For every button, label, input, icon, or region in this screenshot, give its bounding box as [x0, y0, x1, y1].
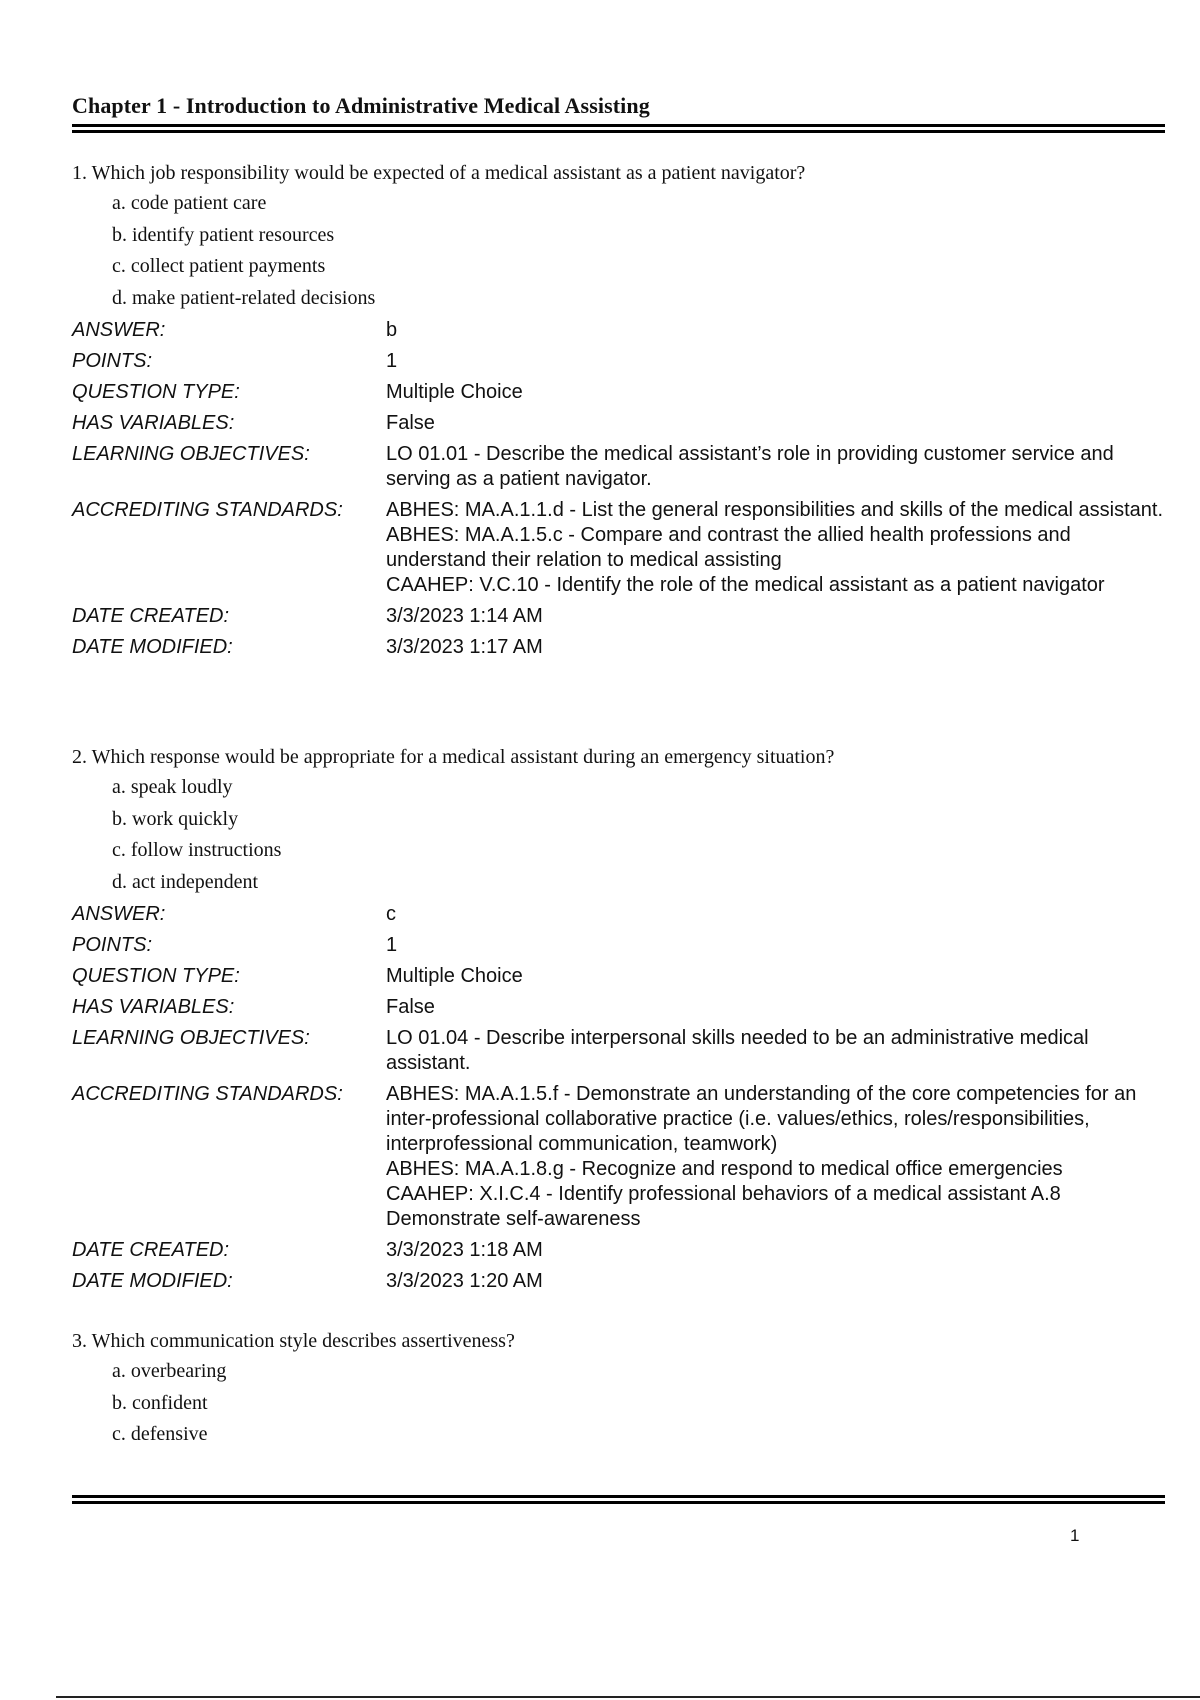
answer-value: c — [386, 903, 396, 925]
accrediting-standards-value — [386, 496, 1165, 602]
has-variables-label: HAS VARIABLES: — [72, 996, 235, 1018]
answer-label: ANSWER: — [72, 319, 166, 341]
answer-value: b — [386, 319, 398, 341]
accrediting-standard: ABHES: MA.A.1.5.f - Demonstrate an understanding of the core competencies for an inter-professional collaborative practice (i.e. values/ethics, roles/responsibilities, interprofessional communication, teamwork) — [386, 1083, 1137, 1155]
option-d: d. act independent — [112, 870, 259, 893]
option-c: c. defensive — [112, 1423, 208, 1445]
accrediting-standards-label: ACCREDITING STANDARDS: — [72, 1083, 343, 1105]
date-modified-label: DATE MODIFIED: — [72, 636, 233, 658]
question-2 — [72, 744, 1165, 1298]
learning-objectives-value — [386, 1024, 1165, 1080]
header-double-rule — [72, 124, 1165, 133]
date-modified-label: DATE MODIFIED: — [72, 1270, 233, 1292]
has-variables-value: False — [386, 996, 435, 1018]
learning-objectives-label: LEARNING OBJECTIVES: — [72, 1027, 310, 1049]
date-created-value: 3/3/2023 1:14 AM — [386, 605, 543, 627]
option-b: b. confident — [112, 1391, 208, 1414]
accrediting-standard: ABHES: MA.A.1.5.c - Compare and contrast the allied health professions and understand their relation to medical assisting — [386, 524, 1071, 571]
date-modified-value: 3/3/2023 1:17 AM — [386, 636, 543, 658]
points-value: 1 — [386, 934, 398, 956]
page-number: 1 — [1070, 1526, 1080, 1545]
learning-objectives-label: LEARNING OBJECTIVES: — [72, 443, 310, 465]
answer-label: ANSWER: — [72, 903, 166, 925]
date-created-value: 3/3/2023 1:18 AM — [386, 1239, 543, 1261]
accrediting-standards-label: ACCREDITING STANDARDS: — [72, 499, 343, 521]
question-stem: 3. Which communication style describes assertiveness? — [72, 1330, 515, 1352]
points-label: POINTS: — [72, 934, 153, 956]
answer-options — [72, 774, 1165, 900]
question-stem: 1. Which job responsibility would be expected of a medical assistant as a patient navigator? — [72, 162, 806, 184]
option-a: a. speak loudly — [112, 776, 233, 798]
learning-objective: LO 01.01 - Describe the medical assistant’s role in providing customer service and serving as a patient navigator. — [386, 443, 1114, 490]
has-variables-label: HAS VARIABLES: — [72, 412, 235, 434]
question-stem: 2. Which response would be appropriate for a medical assistant during an emergency situation? — [72, 746, 835, 768]
question-metadata — [72, 316, 1165, 664]
has-variables-value: False — [386, 412, 435, 434]
answer-options — [72, 1358, 1165, 1453]
page-edge-line — [56, 1696, 1200, 1698]
option-c: c. follow instructions — [112, 839, 282, 861]
option-d: d. make patient-related decisions — [112, 286, 376, 309]
accrediting-standards-value — [386, 1080, 1165, 1236]
option-c: c. collect patient payments — [112, 255, 326, 277]
accrediting-standard: CAAHEP: V.C.10 - Identify the role of the medical assistant as a patient navigator — [386, 574, 1105, 596]
footer-double-rule — [72, 1495, 1165, 1504]
option-a: a. code patient care — [112, 192, 267, 214]
date-modified-value: 3/3/2023 1:20 AM — [386, 1270, 543, 1292]
question-type-value: Multiple Choice — [386, 381, 523, 403]
points-value: 1 — [386, 350, 398, 372]
answer-options — [72, 190, 1165, 316]
accrediting-standard: ABHES: MA.A.1.8.g - Recognize and respond to medical office emergencies — [386, 1158, 1063, 1180]
option-b: b. work quickly — [112, 807, 239, 830]
accrediting-standard: ABHES: MA.A.1.1.d - List the general responsibilities and skills of the medical assistant. — [386, 499, 1164, 521]
chapter-title: Chapter 1 - Introduction to Administrative Medical Assisting — [72, 93, 650, 118]
date-created-label: DATE CREATED: — [72, 1239, 230, 1261]
question-type-label: QUESTION TYPE: — [72, 381, 240, 403]
accrediting-standard: CAAHEP: X.I.C.4 - Identify professional behaviors of a medical assistant A.8 Demonstrate self-awareness — [386, 1183, 1061, 1230]
option-a: a. overbearing — [112, 1360, 227, 1382]
date-created-label: DATE CREATED: — [72, 605, 230, 627]
option-b: b. identify patient resources — [112, 223, 335, 246]
points-label: POINTS: — [72, 350, 153, 372]
question-metadata — [72, 900, 1165, 1298]
question-type-value: Multiple Choice — [386, 965, 523, 987]
question-3 — [72, 1328, 1165, 1453]
question-type-label: QUESTION TYPE: — [72, 965, 240, 987]
question-1 — [72, 160, 1165, 664]
learning-objective: LO 01.04 - Describe interpersonal skills needed to be an administrative medical assistant. — [386, 1027, 1089, 1074]
learning-objectives-value — [386, 440, 1165, 496]
